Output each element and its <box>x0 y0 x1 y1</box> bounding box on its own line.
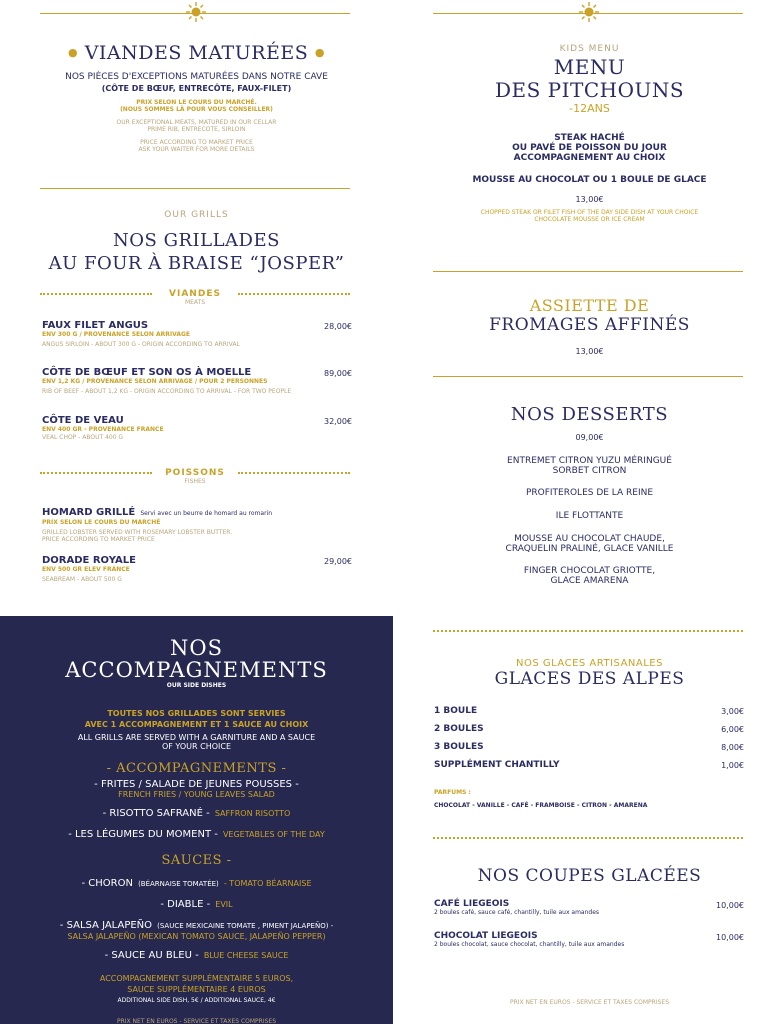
homard-item <box>42 500 362 543</box>
coupe-price: 10,00€ <box>716 933 744 942</box>
dessert-line: CRAQUELIN PRALINÉ, GLACE VANILLE <box>505 544 674 554</box>
parfums-label: PARFUMS : <box>434 789 471 796</box>
kids-age: -12ANS <box>569 102 610 115</box>
homard-desc: Servi avec un beurre de homard au romarin <box>140 510 273 517</box>
poissons-subheading <box>152 468 238 485</box>
kids-en2: CHOCOLATE MOUSSE OR ICE CREAM <box>534 216 645 223</box>
glaces-label: SUPPLÉMENT CHANTILLY <box>434 760 560 770</box>
dessert-item <box>393 566 757 586</box>
glaces-price: 6,00€ <box>721 725 744 734</box>
acc3-row <box>0 822 393 841</box>
glaces-label: 3 BOULES <box>434 742 484 752</box>
coupe-price: 10,00€ <box>716 901 744 910</box>
sun-icon <box>186 2 206 22</box>
dorade-item <box>42 555 352 583</box>
viandes-maturees-title-row <box>0 42 393 64</box>
coupe-item <box>434 931 744 948</box>
viandes-maturees-section <box>0 42 393 153</box>
sauce4: - SAUCE AU BLEU - <box>104 950 199 961</box>
right-footer: PRIX NET EN EUROS - SERVICE ET TAXES COMPRISES <box>509 999 669 1006</box>
meat-en: RIB OF BEEF - ABOUT 1,2 KG - ORIGIN ACCORDING TO ARRIVAL - FOR TWO PEOPLE <box>42 388 292 395</box>
kids-l3: ACCOMPAGNEMENT AU CHOIX <box>513 153 666 163</box>
homard-en1: GRILLED LOBSTER SERVED WITH ROSEMARY LOBSTER BUTTER. <box>42 529 233 536</box>
dot-icon: ● <box>314 46 325 59</box>
dorade-en: SEABREAM - ABOUT 500 G <box>42 576 122 583</box>
grills-title2: AU FOUR À BRAISE “JOSPER” <box>48 253 345 274</box>
acc-sub: OUR SIDE DISHES <box>166 682 227 689</box>
parfums-block <box>434 789 754 809</box>
fromages-title1: ASSIETTE DE <box>529 296 650 315</box>
viandes-label: VIANDES <box>169 289 221 299</box>
sauce1: - CHORON <box>81 878 133 889</box>
divider-right <box>238 472 350 474</box>
coupe-name: CAFÉ LIEGEOIS <box>434 899 510 909</box>
viandes-subheading <box>152 289 238 306</box>
maturees-en1: OUR EXCEPTIONAL MEATS, MATURED IN OUR CELLAR <box>116 119 277 126</box>
dessert-item <box>393 511 757 521</box>
supp-en: ADDITIONAL SIDE DISH, 5€ / ADDITIONAL SAUCE, 4€ <box>117 997 276 1004</box>
supp2: SAUCE SUPPLÉMENTAIRE 4 EUROS <box>127 985 266 994</box>
kids-en1: CHOPPED STEAK OR FILET FISH OF THE DAY SIDE DISH AT YOUR CHOICE <box>480 209 699 216</box>
dorade-note: ENV 500 GR ELEV FRANCE <box>42 566 130 573</box>
right-column <box>393 0 757 1024</box>
section-divider <box>433 630 743 632</box>
dessert-line: ILE FLOTTANTE <box>555 511 624 521</box>
kids-title2: DES PITCHOUNS <box>494 78 685 102</box>
coupe-desc: 2 boules chocolat, sauce chocolat, chantilly, tuile aux amandes <box>434 941 625 948</box>
acc2: - RISOTTO SAFRANÉ - <box>102 808 210 819</box>
acc-heading: - ACCOMPAGNEMENTS - <box>106 761 287 776</box>
maturees-line2: (CÔTE DE BŒUF, ENTRECÔTE, FAUX-FILET) <box>101 84 292 93</box>
kids-kicker: KIDS MENU <box>559 44 620 54</box>
glaces-price: 1,00€ <box>721 761 744 770</box>
sun-icon <box>579 2 599 22</box>
meat-name: CÔTE DE BŒUF ET SON OS À MOELLE <box>42 367 252 378</box>
sauces-heading: SAUCES - <box>161 853 232 868</box>
coupes-title: NOS COUPES GLACÉES <box>477 866 702 886</box>
sauce1-row <box>0 871 393 890</box>
meat-name: FAUX FILET ANGUS <box>42 320 149 331</box>
dessert-line: ENTREMET CITRON YUZU MÉRINGUÉ <box>507 456 672 466</box>
viandes-maturees-title: VIANDES MATURÉES <box>84 42 309 64</box>
dessert-line: MOUSSE AU CHOCOLAT CHAUDE, <box>514 534 665 544</box>
dessert-line: GLACE AMARENA <box>550 576 629 586</box>
dot-icon: ● <box>68 46 79 59</box>
sauce1-detail: (BÉARNAISE TOMATÉE) <box>138 880 219 888</box>
homard-en2: PRICE ACCORDING TO MARKET PRICE <box>42 536 155 543</box>
glaces-price: 8,00€ <box>721 743 744 752</box>
divider-left <box>40 293 152 295</box>
maturees-line1: NOS PIÈCES D'EXCEPTIONS MATURÉES DANS NOTRE CAVE <box>65 72 328 82</box>
accompagnements-panel <box>0 616 393 1024</box>
acc1-en: FRENCH FRIES / YOUNG LEAVES SALAD <box>118 790 275 799</box>
grills-title1: NOS GRILLADES <box>113 230 280 251</box>
maturees-en2: PRIME RIB, ENTRECOTE, SIRLOIN <box>147 126 246 133</box>
accompagnements-content <box>0 636 393 1024</box>
coupe-desc: 2 boules café, sauce café, chantilly, tuile aux amandes <box>434 909 600 916</box>
acc-title2: ACCOMPAGNEMENTS <box>65 658 328 682</box>
dessert-item <box>393 488 757 498</box>
dorade-name: DORADE ROYALE <box>42 555 136 566</box>
poissons-sub: FISHES <box>184 478 206 485</box>
sauce2-row <box>0 892 393 911</box>
section-rule <box>433 376 743 377</box>
kids-section <box>393 44 757 223</box>
acc2-row <box>0 801 393 820</box>
acc-gold1: TOUTES NOS GRILLADES SONT SERVIES <box>107 709 286 718</box>
desserts-price: 09,00€ <box>575 433 604 442</box>
desserts-title: NOS DESSERTS <box>510 404 669 425</box>
acc-en1: ALL GRILLS ARE SERVED WITH A GARNITURE AND A SAUCE <box>77 733 316 742</box>
homard-name: HOMARD GRILLÉ <box>42 507 136 518</box>
meat-note: ENV 1,2 KG / PROVENANCE SELON ARRIVAGE / POUR 2 PERSONNES <box>42 378 268 385</box>
dessert-item <box>393 456 757 476</box>
section-divider <box>433 837 743 839</box>
sauce2-en: EVIL <box>215 900 233 909</box>
poissons-label: POISSONS <box>165 468 225 478</box>
glaces-row <box>434 760 744 770</box>
grills-header <box>0 210 393 274</box>
glaces-row <box>434 706 744 716</box>
fromages-section <box>393 296 757 356</box>
coupes-header <box>393 866 757 886</box>
meat-item <box>42 367 352 395</box>
sauce3-row <box>0 913 393 932</box>
kids-title1: MENU <box>553 55 626 79</box>
sauce3-detail: (SAUCE MEXICAINE TOMATE , PIMENT JALAPEÑO) - <box>157 922 334 930</box>
sauce3-en: SALSA JALAPEÑO (MEXICAN TOMATO SAUCE, JALAPEÑO PEPPER) <box>67 932 326 941</box>
acc3: - LES LÉGUMES DU MOMENT - <box>68 829 218 840</box>
kids-price: 13,00€ <box>575 195 604 204</box>
homard-row <box>42 500 362 519</box>
supp1: ACCOMPAGNEMENT SUPPLÉMENTAIRE 5 EUROS, <box>99 974 294 983</box>
kids-l2: OU PAVÉ DE POISSON DU JOUR <box>512 143 667 153</box>
divider-left <box>40 472 152 474</box>
meat-item <box>42 320 352 348</box>
dessert-line: PROFITEROLES DE LA REINE <box>525 488 654 498</box>
parfums-list: CHOCOLAT - VANILLE - CAFÉ - FRAMBOISE - CITRON - AMARENA <box>434 802 648 809</box>
meat-price: 32,00€ <box>324 417 352 426</box>
glaces-label: 1 BOULE <box>434 706 478 716</box>
acc3-en: VEGETABLES OF THE DAY <box>222 830 325 839</box>
meat-price: 28,00€ <box>324 322 352 331</box>
glaces-price: 3,00€ <box>721 707 744 716</box>
fromages-title2: FROMAGES AFFINÉS <box>489 315 690 335</box>
coupe-name: CHOCOLAT LIEGEOIS <box>434 931 538 941</box>
glaces-label: 2 BOULES <box>434 724 484 734</box>
meat-note: ENV 400 GR - PROVENANCE FRANCE <box>42 426 164 433</box>
acc-title1: NOS <box>170 636 223 660</box>
acc1: - FRITES / SALADE DE JEUNES POUSSES - <box>94 779 299 790</box>
dorade-price: 29,00€ <box>324 557 352 566</box>
glaces-kicker: NOS GLACES ARTISANALES <box>516 658 663 669</box>
meat-note: ENV 300 G / PROVENANCE SELON ARRIVAGE <box>42 331 190 338</box>
dessert-item <box>393 534 757 554</box>
kids-l4: MOUSSE AU CHOCOLAT OU 1 BOULE DE GLACE <box>472 175 707 185</box>
fromages-price: 13,00€ <box>575 347 604 356</box>
glaces-title: GLACES DES ALPES <box>494 669 685 689</box>
desserts-section <box>393 404 757 586</box>
glaces-row <box>434 742 744 752</box>
homard-note: PRIX SELON LE COURS DU MARCHÉ <box>42 519 161 526</box>
acc-en2: OF YOUR CHOICE <box>161 742 232 751</box>
meat-en: ANGUS SIRLOIN - ABOUT 300 G - ORIGIN ACCORDING TO ARRIVAL <box>42 341 240 348</box>
meat-price: 89,00€ <box>324 369 352 378</box>
sauce4-row <box>0 943 393 962</box>
section-rule <box>40 188 350 189</box>
dessert-line: SORBET CITRON <box>552 466 627 476</box>
grills-kicker: OUR GRILLS <box>164 210 229 220</box>
dessert-line: FINGER CHOCOLAT GRIOTTE, <box>523 566 656 576</box>
section-rule <box>433 271 743 272</box>
coupe-item <box>434 899 744 916</box>
sauce1-en: - TOMATO BÉARNAISE <box>223 879 312 888</box>
sauce2: - DIABLE - <box>160 899 211 910</box>
meat-item <box>42 415 352 441</box>
meat-en: VEAL CHOP - ABOUT 400 G <box>42 434 124 441</box>
maturees-gold1: PRIX SELON LE COURS DU MARCHÉ. <box>136 99 257 106</box>
sauce4-en: BLUE CHEESE SAUCE <box>203 951 289 960</box>
kids-l1: STEAK HACHÉ <box>554 133 625 143</box>
meat-name: CÔTE DE VEAU <box>42 415 124 426</box>
maturees-gold2: (NOUS SOMMES LÀ POUR VOUS CONSEILLER) <box>120 106 273 113</box>
maturees-en3: PRICE ACCORDING TO MARKET PRICE <box>140 139 253 146</box>
acc2-en: SAFFRON RISOTTO <box>214 809 291 818</box>
acc-footer: PRIX NET EN EUROS - SERVICE ET TAXES COMPRISES <box>116 1018 276 1024</box>
viandes-sub: MEATS <box>184 299 206 306</box>
divider-right <box>238 293 350 295</box>
acc-gold2: AVEC 1 ACCOMPAGNEMENT ET 1 SAUCE AU CHOIX <box>84 720 309 729</box>
maturees-en4: ASK YOUR WAITER FOR MORE DETAILS <box>138 146 255 153</box>
glaces-row <box>434 724 744 734</box>
glaces-header <box>393 658 757 689</box>
sauce3: - SALSA JALAPEÑO <box>59 920 153 931</box>
